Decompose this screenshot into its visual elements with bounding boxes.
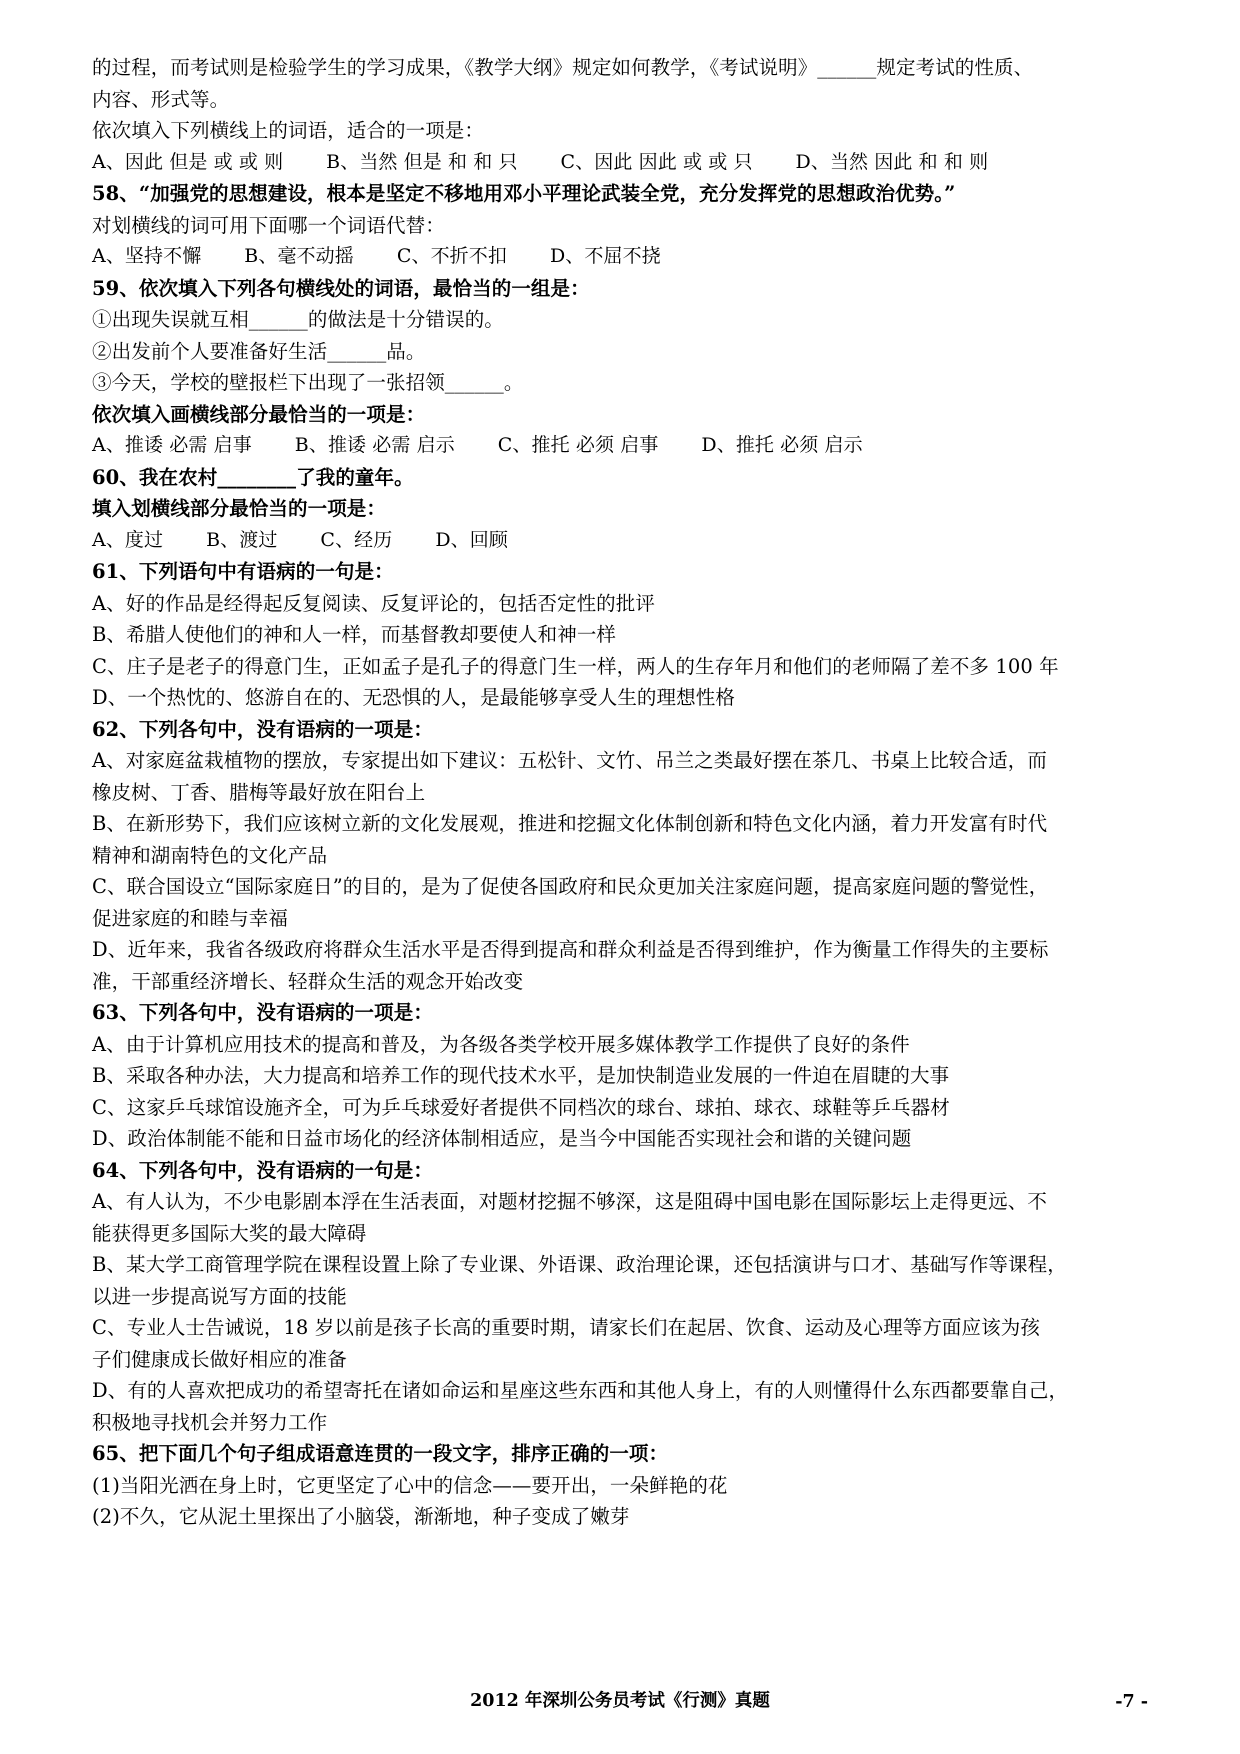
- question-62-stem: 62、下列各句中，没有语病的一项是：: [92, 717, 433, 741]
- question-63-option-d: D、政治体制能不能和日益市场化的经济体制相适应，是当今中国能否实现社会和谐的关键问题: [92, 1127, 912, 1150]
- question-65-item-1: (1)当阳光洒在身上时，它更坚定了心中的信念——要开出，一朵鲜艳的花: [92, 1473, 728, 1497]
- question-64-option-a-line-1: A、有人认为，不少电影剧本浮在生活表面，对题材挖掘不够深，这是阻碍中国电影在国际影坛上走得更远、不: [92, 1190, 1047, 1213]
- question-64-option-c-line-1: C、专业人士告诫说，18 岁以前是孩子长高的重要时期，请家长们在起居、饮食、运动及心理等方面应该为孩: [92, 1316, 1040, 1339]
- question-62-option-c-line-2: 促进家庭的和睦与幸福: [92, 906, 289, 930]
- question-64-option-d-line-2: 积极地寻找机会并努力工作: [92, 1410, 328, 1434]
- question-62-option-a-line-2: 橡皮树、丁香、腊梅等最好放在阳台上: [92, 780, 426, 804]
- question-62-option-d-line-1: D、近年来，我省各级政府将群众生活水平是否得到提高和群众利益是否得到维护，作为衡量工作得失的主要标: [92, 938, 1049, 961]
- question-60-options: A、度过 B、渡过 C、经历 D、回顾: [92, 528, 508, 551]
- question-62-option-b-line-1: B、在新形势下，我们应该树立新的文化发展观，推进和挖掘文化体制创新和特色文化内涵，着力开发富有时代: [92, 812, 1048, 835]
- question-59-item-1: ①出现失误就互相______的做法是十分错误的。: [92, 308, 504, 331]
- question-58-stem: 58、“加强党的思想建设，根本是坚定不移地用邓小平理论武装全党，充分发挥党的思想政治优势。”: [92, 182, 956, 205]
- question-61-stem: 61、下列语句中有语病的一句是：: [92, 560, 394, 583]
- question-63-option-b: B、采取各种办法，大力提高和培养工作的现代技术水平，是加快制造业发展的一件迫在眉睫的大事: [92, 1064, 950, 1087]
- question-60-prompt: 填入划横线部分最恰当的一项是：: [92, 497, 387, 520]
- question-64-option-b-line-2: 以进一步提高说写方面的技能: [92, 1284, 347, 1308]
- question-59-item-3: ③今天，学校的壁报栏下出现了一张招领______。: [92, 371, 524, 394]
- intro-line-2: 内容、形式等。: [92, 87, 230, 111]
- question-62-option-c-line-1: C、联合国设立“国际家庭日”的目的，是为了促使各国政府和民众更加关注家庭问题，提高家庭问题的警觉性，: [92, 875, 1049, 898]
- question-64-option-b-line-1: B、某大学工商管理学院在课程设置上除了专业课、外语课、政治理论课，还包括演讲与口才、基础写作等课程，: [92, 1253, 1067, 1276]
- question-61-option-c: C、庄子是老子的得意门生，正如孟子是孔子的得意门生一样，两人的生存年月和他们的老师隔了差不多 100 年: [92, 654, 1059, 678]
- footer-page-number: -7 -: [1115, 1692, 1148, 1712]
- question-61-option-b: B、希腊人使他们的神和人一样，而基督教却要使人和神一样: [92, 623, 617, 646]
- question-64-option-c-line-2: 子们健康成长做好相应的准备: [92, 1347, 347, 1371]
- question-62-option-b-line-2: 精神和湖南特色的文化产品: [92, 843, 328, 867]
- question-59-prompt: 依次填入画横线部分最恰当的一项是：: [92, 402, 426, 426]
- intro-line-1: 的过程，而考试则是检验学生的学习成果，《教学大纲》规定如何教学，《考试说明》______规定考试的性质、: [92, 56, 1034, 79]
- intro-options: A、因此 但是 或 或 则 B、当然 但是 和 和 只 C、因此 因此 或 或 只 D、当然 因此 和 和 则: [92, 150, 989, 173]
- question-65-stem: 65、把下面几个句子组成语意连贯的一段文字，排序正确的一项：: [92, 1442, 669, 1465]
- question-63-option-a: A、由于计算机应用技术的提高和普及，为各级各类学校开展多媒体教学工作提供了良好的条件: [92, 1032, 910, 1056]
- page-footer: [0, 1687, 1240, 1712]
- question-64-stem: 64、下列各句中，没有语病的一句是：: [92, 1158, 433, 1182]
- footer-title: 2012 年深圳公务员考试《行测》真题: [470, 1691, 770, 1711]
- question-62-option-a-line-1: A、对家庭盆栽植物的摆放，专家提出如下建议：五松针、文竹、吊兰之类最好摆在茶几、书桌上比较合适，而: [92, 749, 1047, 772]
- question-63-stem: 63、下列各句中，没有语病的一项是：: [92, 1001, 433, 1024]
- question-59-item-2: ②出发前个人要准备好生活______品。: [92, 339, 426, 363]
- question-58-options: A、坚持不懈 B、毫不动摇 C、不折不扣 D、不屈不挠: [92, 245, 661, 267]
- question-59-stem: 59、依次填入下列各句横线处的词语，最恰当的一组是：: [92, 276, 590, 300]
- question-65-item-2: (2)不久，它从泥土里探出了小脑袋，渐渐地，种子变成了嫩芽: [92, 1505, 630, 1528]
- question-58-prompt: 对划横线的词可用下面哪一个词语代替：: [92, 213, 445, 237]
- question-59-options: A、推诿 必需 启事 B、推诿 必需 启示 C、推托 必须 启事 D、推托 必须 启示: [92, 434, 863, 456]
- intro-prompt: 依次填入下列横线上的词语，适合的一项是：: [92, 119, 485, 142]
- question-63-option-c: C、这家乒乓球馆设施齐全，可为乒乓球爱好者提供不同档次的球台、球拍、球衣、球鞋等乒乓器材: [92, 1095, 950, 1119]
- question-64-option-a-line-2: 能获得更多国际大奖的最大障碍: [92, 1221, 367, 1245]
- question-61-option-d: D、一个热忱的、悠游自在的、无恐惧的人，是最能够享受人生的理想性格: [92, 686, 735, 709]
- question-64-option-d-line-1: D、有的人喜欢把成功的希望寄托在诸如命运和星座这些东西和其他人身上，有的人则懂得什么东西都要靠自己，: [92, 1379, 1069, 1402]
- question-61-option-a: A、好的作品是经得起反复阅读、反复评论的，包括否定性的批评: [92, 591, 655, 615]
- question-60-stem: 60、我在农村________了我的童年。: [92, 465, 414, 489]
- question-62-option-d-line-2: 准，干部重经济增长、轻群众生活的观念开始改变: [92, 969, 524, 993]
